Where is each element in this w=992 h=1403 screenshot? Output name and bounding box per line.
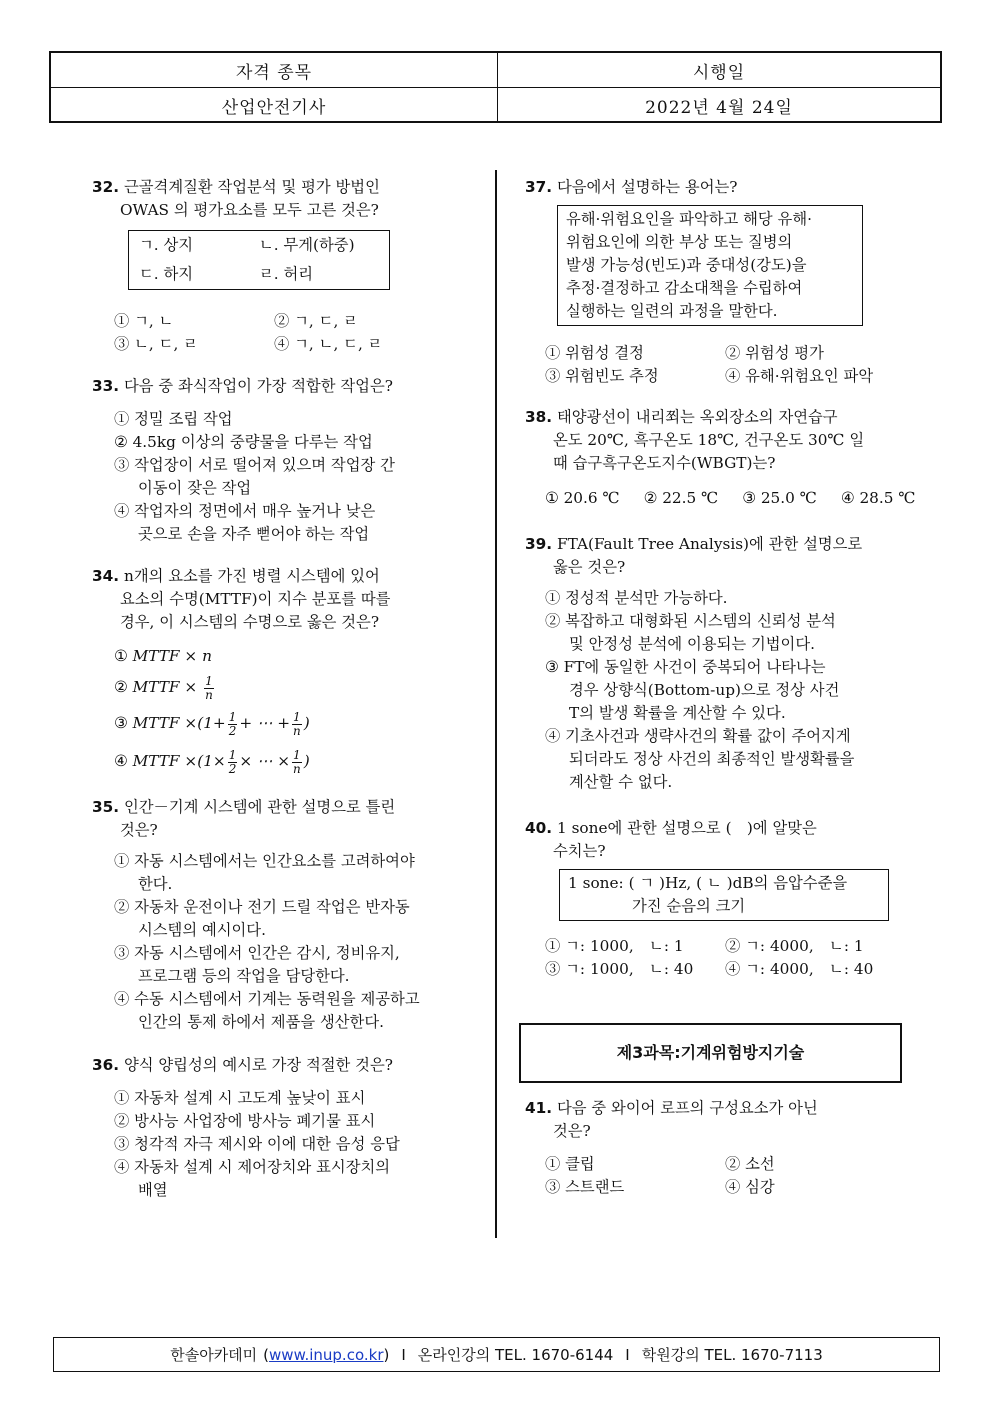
question-text: 요소의 수명(MTTF)이 지수 분포를 따를 (120, 590, 391, 608)
question-text: 태양광선이 내리쬐는 옥외장소의 자연습구 (556, 408, 838, 426)
answer-option[interactable]: ① 위험성 결정 (545, 344, 644, 362)
answer-option-cont: 곳으로 손을 자주 뻗어야 하는 작업 (138, 525, 370, 543)
fraction-numerator: 1 (293, 747, 301, 762)
fraction-denominator: 2 (228, 761, 237, 776)
fraction-denominator: n (293, 761, 301, 776)
answer-option-cont: 및 안정성 분석에 이용되는 기법이다. (569, 635, 815, 653)
header-label-subject: 자격 종목 (51, 53, 498, 87)
box-line: 위험요인에 의한 부상 또는 질병의 (566, 233, 793, 251)
option-marker: ④ (114, 752, 133, 770)
answer-option[interactable] (114, 742, 482, 780)
box-item: ㄷ. 하지 (139, 265, 194, 283)
answer-option[interactable]: ② ㄱ: 4000, ㄴ: 1 (725, 937, 864, 955)
question-number: 34. (92, 567, 120, 585)
question-text: 것은? (120, 821, 158, 839)
answer-option[interactable]: ③ 청각적 자극 제시와 이에 대한 음성 응답 (114, 1135, 400, 1153)
answer-option[interactable]: ② 22.5 ℃ (643, 489, 719, 507)
question-text: 다음 중 와이어 로프의 구성요소가 아닌 (556, 1099, 818, 1117)
answer-option[interactable]: ① 자동 시스템에서는 인간요소를 고려하여야 (114, 852, 415, 870)
formula: × ⋯ × (239, 752, 291, 770)
footer-academy-tel: 학원강의 TEL. 1670-7113 (641, 1346, 823, 1364)
question-38 (525, 406, 916, 510)
answer-option[interactable]: ② 복잡하고 대형화된 시스템의 신뢰성 분석 (545, 612, 836, 630)
header-value-subject: 산업안전기사 (51, 88, 498, 122)
page-footer (53, 1337, 940, 1372)
header-label-date: 시행일 (692, 62, 746, 83)
box-line: 추정·결정하고 감소대책을 수립하여 (566, 279, 803, 297)
question-39 (525, 533, 905, 794)
answer-option[interactable]: ② 소선 (725, 1155, 775, 1173)
question-number: 38. (525, 408, 553, 426)
exam-header-table (49, 51, 942, 123)
question-number: 37. (525, 178, 553, 196)
answer-option[interactable]: ④ 수동 시스템에서 기계는 동력원을 제공하고 (114, 990, 420, 1008)
question-number: 39. (525, 535, 553, 553)
question-33 (92, 375, 482, 546)
footer-separator: I (401, 1345, 406, 1364)
fraction (228, 711, 238, 738)
question-text: 근골격계질환 작업분석 및 평가 방법인 (123, 178, 380, 196)
fraction (204, 675, 214, 702)
answer-option[interactable]: ③ 25.0 ℃ (742, 489, 817, 507)
question-32 (92, 176, 482, 356)
question-text: FTA(Fault Tree Analysis)에 관한 설명으로 (556, 535, 863, 553)
answer-option[interactable]: ② 자동차 운전이나 전기 드릴 작업은 반자동 (114, 898, 410, 916)
question-text: 옳은 것은? (553, 558, 626, 576)
question-number: 41. (525, 1099, 553, 1117)
fraction-numerator: 1 (293, 709, 301, 724)
box-item: ㄴ. 무게(하중) (259, 236, 355, 254)
question-text: 때 습구흑구온도지수(WBGT)는? (553, 454, 776, 472)
question-text: n개의 요소를 가진 병렬 시스템에 있어 (123, 567, 380, 585)
answer-option-cont: T의 발생 확률을 계산할 수 있다. (569, 704, 786, 722)
answer-option[interactable]: ③ ㄱ: 1000, ㄴ: 40 (545, 960, 694, 978)
formula: MTTF × n (132, 647, 212, 665)
answer-option[interactable]: ④ 28.5 ℃ (840, 489, 916, 507)
formula: + ⋯ + (239, 714, 291, 732)
question-text: OWAS 의 평가요소를 모두 고른 것은? (120, 201, 379, 219)
box-line: 가진 순음의 크기 (632, 897, 746, 915)
box-line: 실행하는 일련의 과정을 말한다. (566, 302, 778, 320)
answer-option[interactable]: ① 정밀 조립 작업 (114, 410, 233, 428)
answer-option-cont: 경우 상향식(Bottom-up)으로 정상 사건 (569, 681, 840, 699)
option-marker: ③ (114, 714, 133, 732)
answer-option-cont: 인간의 통제 하에서 제품을 생산한다. (138, 1013, 384, 1031)
formula: MTTF ×(1+ (132, 714, 226, 732)
fraction (292, 711, 302, 738)
answer-option[interactable]: ③ 자동 시스템에서 인간은 감시, 정비유지, (114, 944, 400, 962)
answer-option[interactable]: ③ 작업장이 서로 떨어져 있으며 작업장 간 (114, 456, 395, 474)
box-line: 1 sone: ( ㄱ )Hz, ( ㄴ )dB의 음압수준을 (568, 874, 848, 892)
answer-option[interactable]: ④ 자동차 설계 시 제어장치와 표시장치의 (114, 1158, 391, 1176)
question-37 (525, 176, 905, 388)
fraction-numerator: 1 (228, 747, 237, 762)
footer-paren-open: ( (263, 1345, 270, 1364)
question-34 (92, 565, 482, 780)
question-number: 40. (525, 819, 553, 837)
answer-option-cont: 한다. (138, 875, 173, 893)
question-number: 36. (92, 1056, 120, 1074)
question-41 (525, 1097, 905, 1199)
fraction (292, 749, 302, 776)
footer-paren-close: ) (383, 1345, 390, 1364)
footer-online-tel: 온라인강의 TEL. 1670-6144 (417, 1346, 614, 1364)
answer-option-cont: 이동이 잦은 작업 (138, 479, 252, 497)
question-box (557, 205, 863, 326)
answer-option[interactable]: ② 4.5kg 이상의 중량물을 다루는 작업 (114, 433, 373, 451)
answer-option[interactable] (114, 670, 482, 704)
question-text: 것은? (553, 1122, 591, 1140)
box-line: 유해·위험요인을 파악하고 해당 유해· (566, 210, 812, 228)
answer-option-cont: 프로그램 등의 작업을 담당한다. (138, 967, 350, 985)
option-marker: ② (114, 678, 133, 696)
fraction-denominator: n (205, 687, 213, 702)
answer-option[interactable]: ① ㄱ: 1000, ㄴ: 1 (545, 937, 684, 955)
answer-option[interactable] (114, 642, 482, 670)
box-line: 발생 가능성(빈도)과 중대성(강도)을 (566, 256, 807, 274)
answer-option[interactable]: ② ㄱ, ㄷ, ㄹ (274, 312, 358, 330)
column-divider (495, 170, 497, 1238)
section-title: 제3과목:기계위험방지기술 (519, 1023, 902, 1083)
header-value-date: 2022년 4월 24일 (645, 97, 793, 118)
fraction (228, 749, 238, 776)
formula: MTTF × (132, 678, 198, 696)
answer-option[interactable]: ② 위험성 평가 (725, 344, 824, 362)
question-text: 양식 양립성의 예시로 가장 적절한 것은? (123, 1056, 393, 1074)
question-text: 다음 중 좌식작업이 가장 적합한 작업은? (123, 377, 393, 395)
question-text: 경우, 이 시스템의 수명으로 옳은 것은? (120, 613, 380, 631)
answer-option[interactable]: ① 자동차 설계 시 고도계 높낮이 표시 (114, 1089, 366, 1107)
answer-option[interactable]: ④ 심강 (725, 1178, 775, 1196)
formula: ) (303, 752, 310, 770)
question-35 (92, 796, 482, 1034)
answer-option[interactable]: ③ ㄴ, ㄷ, ㄹ (114, 335, 198, 353)
question-text: 온도 20℃, 흑구온도 18℃, 건구온도 30℃ 일 (553, 431, 865, 449)
fraction-numerator: 1 (228, 709, 237, 724)
answer-option[interactable]: ③ FT에 동일한 사건이 중복되어 나타나는 (545, 658, 826, 676)
answer-option[interactable]: ① ㄱ, ㄴ (114, 312, 174, 330)
question-number: 33. (92, 377, 120, 395)
answer-option[interactable]: ① 클립 (545, 1155, 595, 1173)
answer-option[interactable]: ③ 위험빈도 추정 (545, 367, 659, 385)
answer-option-cont: 되더라도 정상 사건의 최종적인 발생확률을 (569, 750, 855, 768)
answer-option[interactable]: ② 방사능 사업장에 방사능 폐기물 표시 (114, 1112, 376, 1130)
answer-option[interactable]: ④ ㄱ, ㄴ, ㄷ, ㄹ (274, 335, 383, 353)
answer-option[interactable]: ③ 스트랜드 (545, 1178, 625, 1196)
question-number: 32. (92, 178, 120, 196)
question-box (559, 869, 889, 921)
question-number: 35. (92, 798, 120, 816)
answer-option[interactable]: ④ 기초사건과 생략사건의 확률 값이 주어지게 (545, 727, 851, 745)
answer-option[interactable]: ① 정성적 분석만 가능하다. (545, 589, 728, 607)
answer-option[interactable]: ④ 작업자의 정면에서 매우 높거나 낮은 (114, 502, 376, 520)
question-36 (92, 1054, 482, 1202)
answer-option[interactable] (114, 704, 482, 742)
box-item: ㄱ. 상지 (139, 236, 194, 254)
footer-separator: I (625, 1345, 630, 1364)
question-text: 인간－기계 시스템에 관한 설명으로 틀린 (123, 798, 396, 816)
question-text: 1 sone에 관한 설명으로 ( )에 알맞은 (556, 819, 817, 837)
formula: MTTF ×(1× (132, 752, 226, 770)
option-marker: ① (114, 647, 133, 665)
fraction-denominator: 2 (228, 723, 237, 738)
question-box (128, 230, 390, 290)
answer-option[interactable]: ④ 유해·위험요인 파악 (725, 367, 874, 385)
question-text: 다음에서 설명하는 용어는? (556, 178, 738, 196)
footer-brand: 한솔아카데미 (170, 1346, 258, 1364)
answer-option-cont: 배열 (138, 1181, 168, 1199)
box-item: ㄹ. 허리 (259, 265, 314, 283)
fraction-numerator: 1 (205, 673, 213, 688)
fraction-denominator: n (293, 723, 301, 738)
answer-option[interactable]: ④ ㄱ: 4000, ㄴ: 40 (725, 960, 874, 978)
right-column (525, 176, 916, 1199)
question-40 (525, 817, 905, 981)
answer-option-cont: 계산할 수 없다. (569, 773, 673, 791)
question-text: 수치는? (553, 842, 606, 860)
footer-link[interactable]: www.inup.co.kr (269, 1345, 384, 1364)
left-column (92, 176, 482, 1202)
formula: ) (303, 714, 310, 732)
answer-option-cont: 시스템의 예시이다. (138, 921, 266, 939)
answer-option[interactable]: ① 20.6 ℃ (545, 489, 620, 507)
